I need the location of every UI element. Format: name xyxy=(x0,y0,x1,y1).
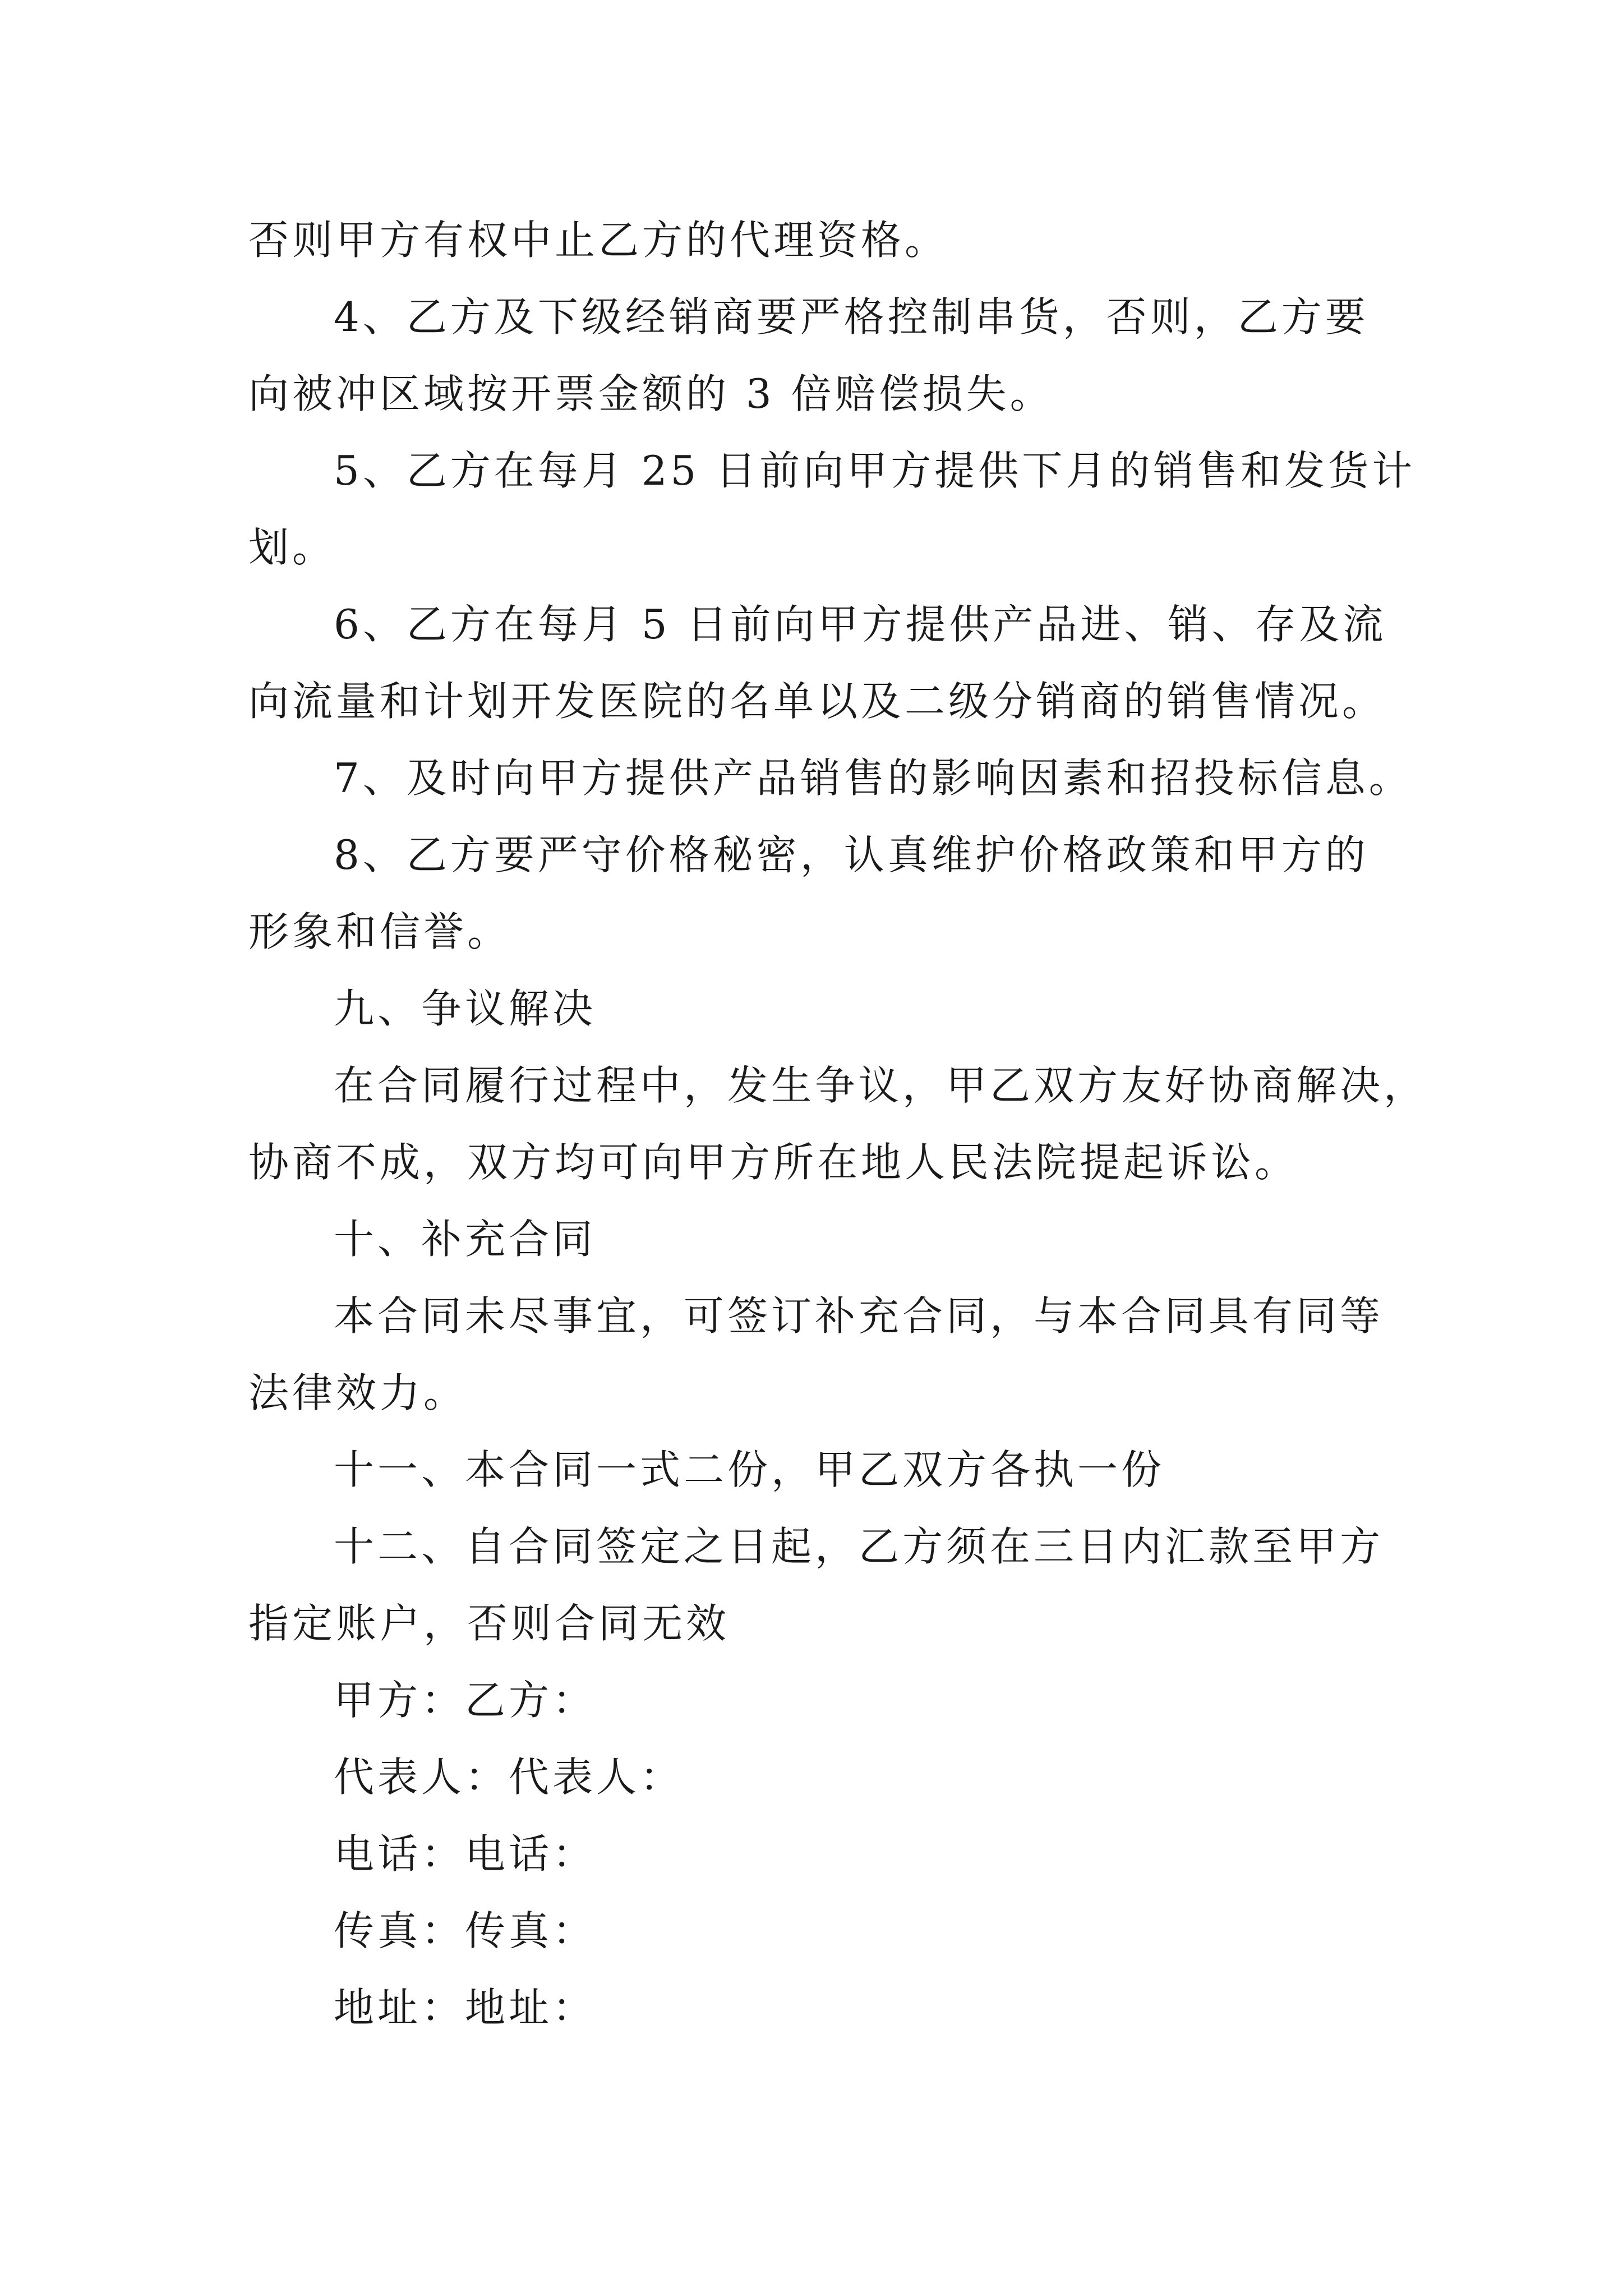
text-line: 十一、本合同一式二份，甲乙双方各执一份 xyxy=(334,1446,1165,1493)
text-line: 形象和信誉。 xyxy=(248,908,511,955)
text-line: 6、乙方在每月 5 日前向甲方提供产品进、销、存及流 xyxy=(334,601,1387,648)
signature-party-line: 甲方：乙方： xyxy=(334,1677,597,1724)
text-line: 8、乙方要严守价格秘密，认真维护价格政策和甲方的 xyxy=(334,831,1369,878)
text-line: 指定账户，否则合同无效 xyxy=(248,1600,730,1647)
text-line: 本合同未尽事宜，可签订补充合同，与本合同具有同等 xyxy=(334,1292,1384,1340)
text-line: 5、乙方在每月 25 日前向甲方提供下月的销售和发货计 xyxy=(334,447,1416,494)
text-line: 4、乙方及下级经销商要严格控制串货，否则，乙方要 xyxy=(334,293,1369,341)
text-line: 否则甲方有权中止乙方的代理资格。 xyxy=(248,217,949,264)
text-line: 法律效力。 xyxy=(248,1369,468,1416)
document-body xyxy=(248,202,1428,2046)
text-line: 在合同履行过程中，发生争议，甲乙双方友好协商解决， xyxy=(334,1062,1428,1109)
text-line: 向被冲区域按开票金额的 3 倍赔偿损失。 xyxy=(248,370,1054,417)
text-line: 划。 xyxy=(248,524,336,571)
text-line: 7、及时向甲方提供产品销售的影响因素和招投标信息。 xyxy=(334,754,1413,802)
text-line: 协商不成，双方均可向甲方所在地人民法院提起诉讼。 xyxy=(248,1139,1299,1186)
signature-phone-line: 电话：电话： xyxy=(334,1830,597,1878)
signature-representative-line: 代表人：代表人： xyxy=(334,1754,684,1801)
signature-fax-line: 传真：传真： xyxy=(334,1907,597,1954)
section-heading: 十、补充合同 xyxy=(334,1216,597,1263)
text-line: 向流量和计划开发医院的名单以及二级分销商的销售情况。 xyxy=(248,678,1386,725)
text-line: 十二、自合同签定之日起，乙方须在三日内汇款至甲方 xyxy=(334,1523,1384,1570)
section-heading: 九、争议解决 xyxy=(334,985,597,1032)
signature-address-line: 地址：地址： xyxy=(334,1984,597,2031)
